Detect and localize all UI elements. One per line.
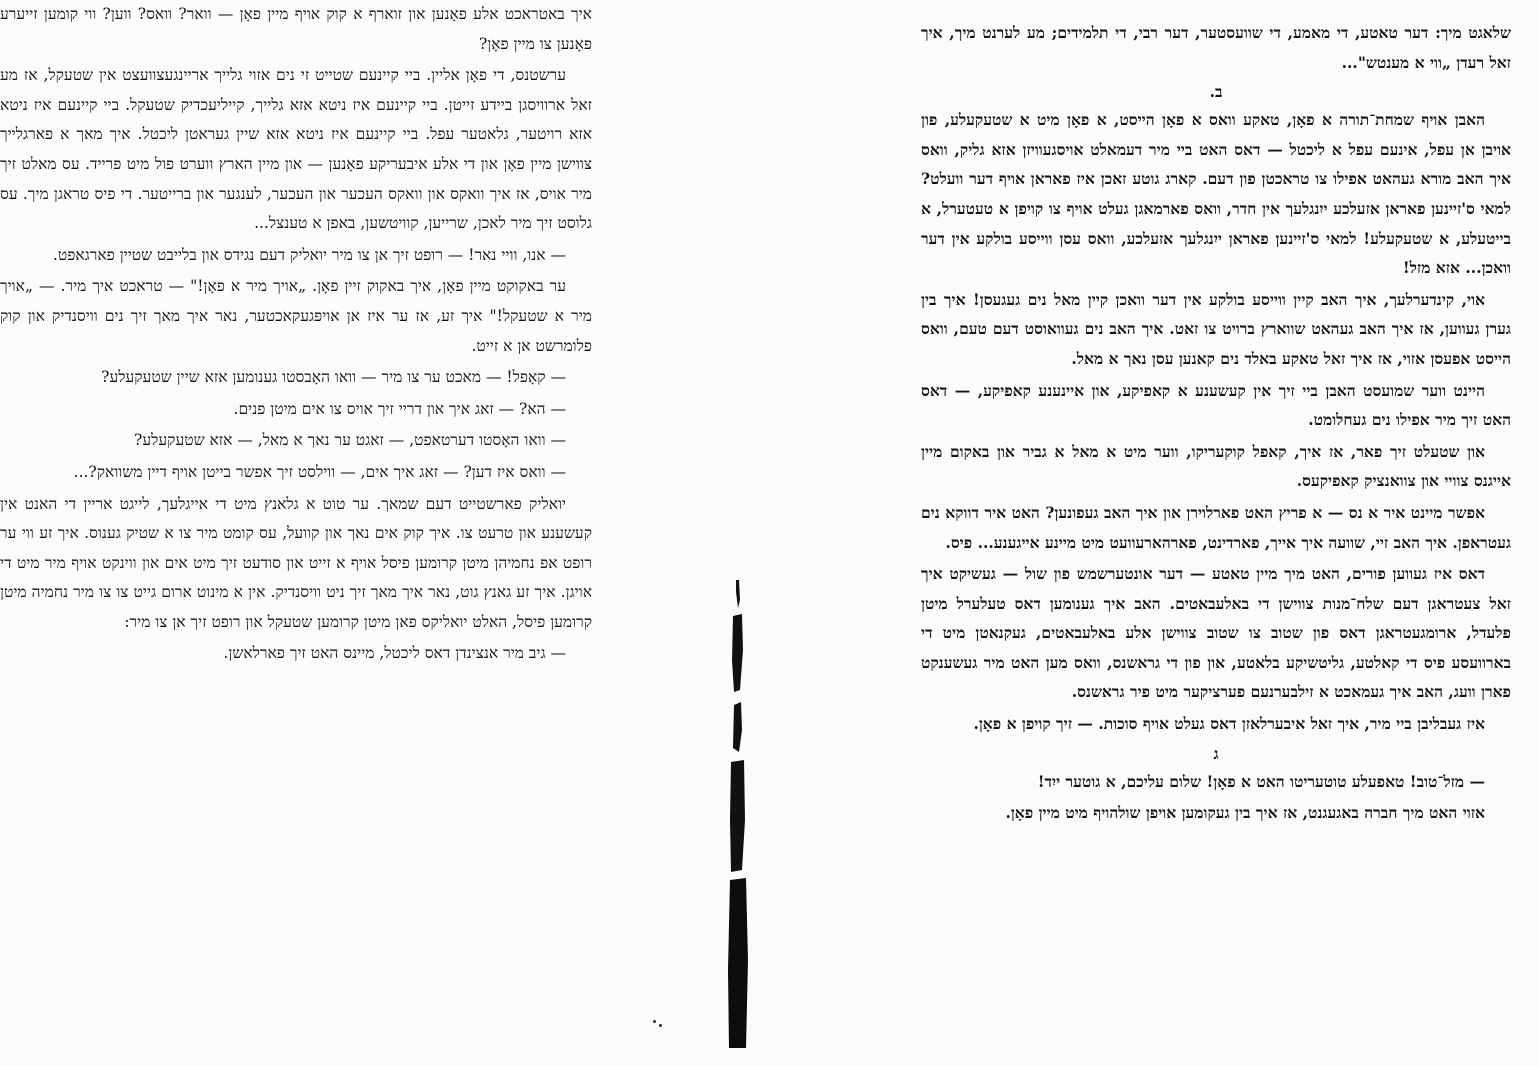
section-heading-b: ב. (1209, 82, 1223, 102)
paragraph: און שטעלט זיך פאר, אז איך, קאפל קוקעריקו, ווער מיט א מאל א גביר און באקום מיין אייגנס צוויי און צוואנציק קאפיקעס. (921, 441, 1511, 491)
paragraph: — הא? — זאג איך און דריי זיך אויס צו אים מיטן פנים. (233, 399, 566, 418)
section-heading-g: ג (1213, 743, 1219, 763)
paragraph: — אנו, וויי נאר! — רופט זיך אן צו מיר יואליק דעם נגידס און בלייבט שטיין פארגאפט. (52, 245, 566, 264)
left-page-column (0, 0, 592, 1048)
paragraph: היינט ווער שמועסט האבן ביי זיך אין קעשענע א קאפיקע, און איינענע קאפיקע, — דאס האט זיך מיר אפילו נים געחלומט. (921, 380, 1511, 430)
paragraph: — מזל־טוב! טאפעלע טוטעריטו האט א פאָן! שלום עליכם, א גוטער ייִד! (1037, 771, 1485, 791)
paragraph: ער באקוקט מיין פאָן, איך באקוק זיין פאָן. „אויך מיר א פאָן!" — טראכט איך מיר. — „אויך מיר א שטעקל!" איך זע, אז ער איז אן אויפגעקאכטער, נאר איך מאך זיך נים וויסנדיק און קוק פלומרשט אן א זייט. (0, 277, 592, 355)
intro-paragraph: שלאגט מיך: דער טאטע, די מאמע, די שוועסטער, דער רבי, די תלמידים; מע לערנט מיך, איך זאל רעדן „ווי א מענטש"... (921, 23, 1511, 72)
speck-mark (659, 1024, 662, 1027)
gutter-binding-shadow (700, 580, 748, 1048)
paragraph: איך באטראכט אלע פאָנען און זוארף א קוק אויף מיין פאָן — וואר? וואס? ווען? ווי קומען זייערע פאָנען צו מיין פאָן? (0, 5, 592, 53)
paragraph: אפשר מיינט איר א נס — א פריץ האט פארלוירן און איך האב געפונען? האט איר דווקא נים געטראפן. איך האב זיי, שוועה איך אייך, פארדינט, פארהארעוועט מיט מיינע אייגענע... פיס. (921, 502, 1511, 552)
paragraph: דאס איז געווען פורים, האט מיך מיין טאטע — דער אונטערשמש פון שול — געשיקט איך זאל צעטראגן דעם שלח־מנות צווישן די באלעבאטים. האב איך גענומען דאס טעלערל מיטן פלעדל, ארומגעטראגן דאס פון שטוב צו שטוב צווישן אלע באלעבאטים, געקנאטן מיט די בארוועסע פיס די קאלטע, גליטשיקע בלאטע, און פון די גראשנס, וואס מען האט מיר געשענקט פארן וועג, האב איך געמאכט א זילבערנעם פערציקער מיט פיר גראשנס. (921, 564, 1511, 702)
speck-mark (653, 1020, 656, 1023)
paragraph: איז געבליבן ביי מיר, איך זאל איבערלאזן דאס געלט אויף סוכות. — זיך קויפן א פאָן. (973, 714, 1485, 734)
paragraph: אוי, קינדערלעך, איך האב קיין ווייסע בולקע אין דער וואכן קיין מאל נים געגעסן! איך בין גערן געווען, אז איך האב געהאט שווארץ ברויט צו זאט. איך האב נים געוואוסט דעם טעם, וואס הייסט אפעסן אזוי, אז איך זאל טאקע באלד נים קאנען עסן נאך א מאל. (921, 289, 1511, 368)
paragraph: יואליק פארשטייט דעם שמאך. ער טוט א גלאנץ מיט די אייגלעך, לייגט אריין די האנט אין קעשענע און טרעט צו. איך קוק אים נאך און קוועל, עס קומט מיר צו א שטיק גענוס. איך זע ווי ער רופט אפ נחמיהן מיטן קרומען פיסל אויף א זייט און סודעט זיך מיט אים און ווינקט אויף מיר מיט די אויגן. איך זע גאנץ גוט, נאר איך מאך זיך ניט וויסנדיק. אין א מינוט ארום גייט צו צו מיר נחמיה מיטן קרומען פיסל, האלט יואליקס פאן מיטן קרומען שטעקל און רופט זיך אן צו מיר: (0, 494, 592, 631)
paragraph: — וואו האָסטו דערטאפט, — זאגט ער נאך א מאל, — אזא שטעקעלע? (134, 431, 566, 450)
paragraph: — וואס איז דען? — זאג איך אים, — ווילסט זיך אפשר בייטן אויף דיין משוואק?... (73, 462, 566, 481)
paragraph: האבן אויף שמחת־תורה א פאָן, טאקע וואס א פאָן הייסט, א פאָן מיט א שטעקעלע, פון אויבן אן עפל, אינעם עפל א ליכטל — דאס האט ביי מיר דעמאלט אויסגעוויזן אזא גליק, וואס איך האב מורא געהאט אפילו צו טראכטן פון דעם. קארג גוטע זאכן איז פאראן אויף דער וועלט? למאי ס'זיינען פאראן אזעלכע ייִנגלעך אין חדר, וואס פארמאגן געלט אויף צו קויפן א טעטערל, א בייטעלע, א שטעקעלע! למאי ס'זיינען פאראן ייִנגלעך אזעלכע, וואס עסן ווייסע בולקע אין דער וואכן... אזא מזל! (921, 110, 1511, 278)
right-page-column (921, 0, 1511, 1066)
paragraph: ערשטנס, די פאָן אליין. ביי קיינעם שטייט זי נים אזוי גלייך אריינגעצוועצט אין שטעקל, אז מע זאל ארוויסגן ביידע זייטן. ביי קיינעם איז ניטא אזא גלייך, קייליעכדיק שטעקל. ביי קיינעם איז ניטא אזא רויטער, גלאטער עפל. ביי קיינעם איז ניטא אזא שיין געראטן ליכטל. איך מאך א פארגלייך צווישן מיין פאָן און די אלע איבעריקע פאָנען — און מיין הארץ ווערט פול מיט פרייד. עס מאלט זיך מיר אויס, אז איך וואקס און וואקס העכער און העכער, לענגער און ברייטער. די פיס טראגן מיך. עס גלוסט זיך מיר לאכן, שרייען, קוויטשען, באפן א טענצל... (0, 66, 592, 233)
paragraph: — קאָפל! — מאכט ער צו מיר — וואו האָבסטו גענומען אזא שיין שטעקעלע? (101, 368, 566, 387)
paragraph: — גיב מיר אנצינדן דאס ליכטל, מיינס האט זיך פארלאשן. (223, 644, 566, 663)
paragraph: אזוי האט מיך חברה באגעגנט, אז איך בין געקומען אויפן שולהויף מיט מיין פאָן. (1005, 803, 1485, 823)
